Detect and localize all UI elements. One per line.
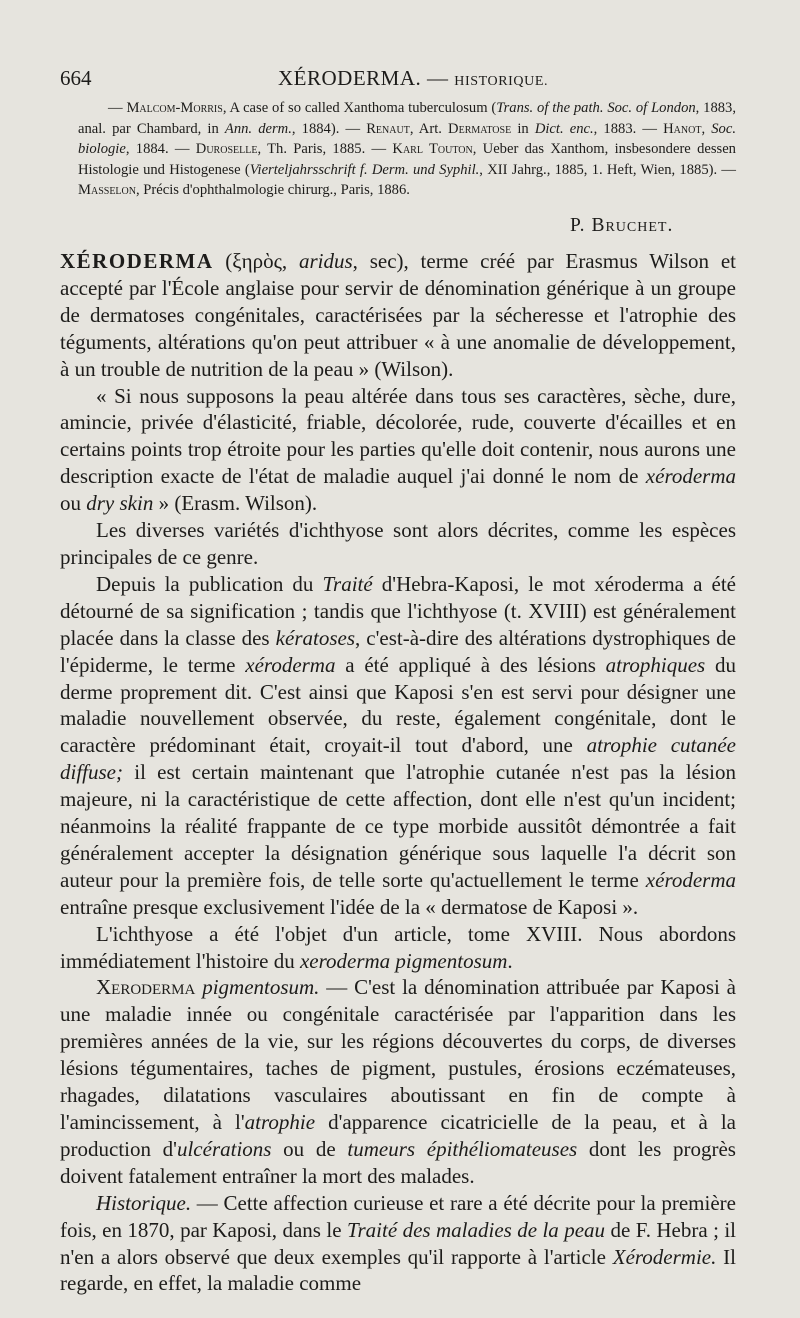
text-run: , Th. Paris, 1885. — <box>257 141 393 157</box>
italic-run: atrophie <box>244 1110 316 1134</box>
running-title-main: XÉRODERMA. — <box>278 66 449 90</box>
text-run: . <box>507 948 513 973</box>
running-title <box>278 66 548 91</box>
text-run: d'apparence cicatricielle de la peau, et à la production d' <box>60 1110 737 1161</box>
headword: XÉRODERMA <box>60 249 214 273</box>
small-caps-name: Karl Touton <box>392 141 473 157</box>
signature-name: Bruchet. <box>591 215 674 236</box>
italic-run: Trans. of the path. Soc. of London <box>496 100 696 116</box>
italic-run: atrophie cutanée diffuse; <box>60 733 736 785</box>
italic-run: ulcérations <box>176 1136 272 1161</box>
body-paragraph <box>60 248 736 383</box>
small-caps-name: Malcom-Morris <box>126 100 223 116</box>
author-signature <box>570 215 673 237</box>
text-run: , XII Jahrg., 1885, 1. Heft, Wien, 1885). — <box>479 161 736 178</box>
text-run: , 1884. — <box>125 141 196 157</box>
body-paragraph <box>60 571 736 921</box>
small-caps-name: Duroselle <box>195 141 258 157</box>
text-run: , sec), terme créé par Erasmus Wilson et accepté par l'École anglaise pour servir de dénomination générique à un groupe de dermatoses congénitales, caractérisées par la sécheresse et l'atrophie des téguments, altérations qu'on peut attribuer « à une anomalie de développement, à un trouble de nutrition de la peau » (Wilson). <box>60 249 736 381</box>
text-run: , 1883, anal. par Chambard, in <box>78 100 736 137</box>
small-caps-name: Masselon <box>78 182 136 198</box>
text-run: , <box>701 120 712 137</box>
body-paragraph <box>60 1190 736 1298</box>
bibliography-paragraph <box>78 98 736 201</box>
text-run: a été appliqué à des lésions <box>335 652 606 677</box>
text-run: d'Hebra-Kaposi, le mot xéroderma a été détourné de sa signification ; tandis que l'ichthyose (t. XVIII) est généralement placée dans la classe des <box>60 571 736 650</box>
text-run: — <box>108 100 127 116</box>
italic-run: xéroderma <box>645 867 736 892</box>
text-run: — Cette affection curieuse et rare a été décrite pour la première fois, en 1870, par Kaposi, dans le <box>60 1190 736 1242</box>
running-title-sub: HISTORIQUE. <box>454 74 549 89</box>
text-run: ou <box>60 491 87 516</box>
body-paragraph <box>60 921 736 975</box>
text-run: Les diverses variétés d'ichthyose sont alors décrites, comme les espèces principales de ce genre. <box>60 518 736 569</box>
italic-run: Dict. enc. <box>534 120 594 137</box>
text-run: (ξηρὸς, <box>213 249 299 273</box>
text-run: , Art. <box>409 120 449 137</box>
italic-run: aridus <box>298 249 353 273</box>
body-paragraph <box>60 974 736 1189</box>
text-run: Depuis la publication du <box>96 571 323 596</box>
italic-run: xeroderma pigmentosum <box>299 948 508 973</box>
text-run: in <box>511 120 535 137</box>
text-run: , 1884). — <box>291 120 367 137</box>
small-caps-name: Dermatose <box>448 120 512 137</box>
small-caps-name: Xeroderma <box>96 975 196 1000</box>
text-run: — C'est la dénomination attribuée par Kaposi à une maladie innée ou congénitale caractérisée par l'apparition dans les premières années de la vie, sur les régions découvertes du corps, de diverses lésions tégumentaires, taches de pigment, pustules, érosions eczémateuses, rhagades, dilatations vasculaires aboutissant en fin de compte à l'amincissement, à l' <box>60 975 736 1134</box>
page-number: 664 <box>60 66 92 90</box>
italic-run: Soc. biologie <box>78 120 736 157</box>
italic-run: Historique. <box>96 1190 192 1215</box>
body-paragraph <box>60 383 736 518</box>
italic-run: Xérodermie. <box>612 1244 717 1269</box>
italic-run: Traité <box>322 571 373 596</box>
text-run: il est certain maintenant que l'atrophie cutanée n'est pas la lésion majeure, ni la caractéristique de cette affection, dont elle n'est qu'un incident; néanmoins la réalité frappante de ce type morbide aussitôt démontrée a fait généralement accepter la désignation générique sous laquelle l'a décrit son auteur pour la première fois, de telle sorte qu'actuellement le terme <box>60 760 736 892</box>
text-run: dont les progrès doivent fatalement entraîner la mort des malades. <box>60 1136 736 1188</box>
article-body <box>60 248 736 1297</box>
text-run: du derme proprement dit. C'est ainsi que Kaposi s'en est servi pour désigner une maladie nouvellement observée, du reste, également congénitale, dont le caractère prédominant était, croyait-il tout d'abord, une <box>60 652 737 758</box>
body-paragraph <box>60 517 736 571</box>
text-run: , Ueber das Xanthom, insbesondere dessen Histologie und Histogenese ( <box>78 141 736 178</box>
text-run: entraîne presque exclusivement l'idée de la « dermatose de Kaposi ». <box>60 894 639 919</box>
text-run: » (Erasm. Wilson). <box>153 491 318 516</box>
text-run: « Si nous supposons la peau altérée dans tous ses caractères, sèche, dure, amincie, privée d'élasticité, friable, décolorée, rude, couverte d'écailles et en certains points trop étroite pour les parties qu'elle doit contenir, nous aurons une description exacte de l'état de maladie auquel j'ai donné le nom de <box>60 383 736 489</box>
italic-run: Traité des maladies de la peau <box>346 1217 606 1242</box>
italic-run: xéroderma <box>245 652 336 677</box>
text-run: de F. Hebra ; il n'en a alors observé que deux exemples qu'il rapporte à l'article <box>60 1217 737 1269</box>
italic-run: atrophiques <box>605 652 706 677</box>
text-run: L'ichthyose a été l'objet d'un article, tome XVIII. Nous abordons immédiatement l'histoire du <box>60 921 736 973</box>
text-run: , 1883. — <box>593 120 664 137</box>
italic-run: tumeurs épithéliomateuses <box>347 1136 578 1161</box>
italic-run: pigmentosum. <box>202 975 320 1000</box>
text-run: Il regarde, en effet, la maladie comme <box>60 1244 736 1296</box>
text-run: , A case of so called Xanthoma tuberculosum ( <box>222 100 497 116</box>
text-run: , Précis d'ophthalmologie chirurg., Paris, 1886. <box>135 182 410 198</box>
italic-run: kératoses <box>275 625 355 650</box>
small-caps-name: Renaut <box>366 120 410 137</box>
running-header <box>60 66 730 96</box>
italic-run: Vierteljahrsschrift f. Derm. und Syphil. <box>249 161 480 178</box>
signature-initial: P. <box>570 215 592 236</box>
italic-run: Ann. derm. <box>224 120 292 137</box>
text-run: , c'est-à-dire des altérations dystrophiques de l'épiderme, le terme <box>60 625 737 677</box>
italic-run: dry skin <box>86 491 154 516</box>
text-run: ou de <box>271 1136 348 1161</box>
bibliography-block <box>78 98 736 201</box>
italic-run: xéroderma <box>645 464 736 489</box>
small-caps-name: Hanot <box>663 120 702 137</box>
